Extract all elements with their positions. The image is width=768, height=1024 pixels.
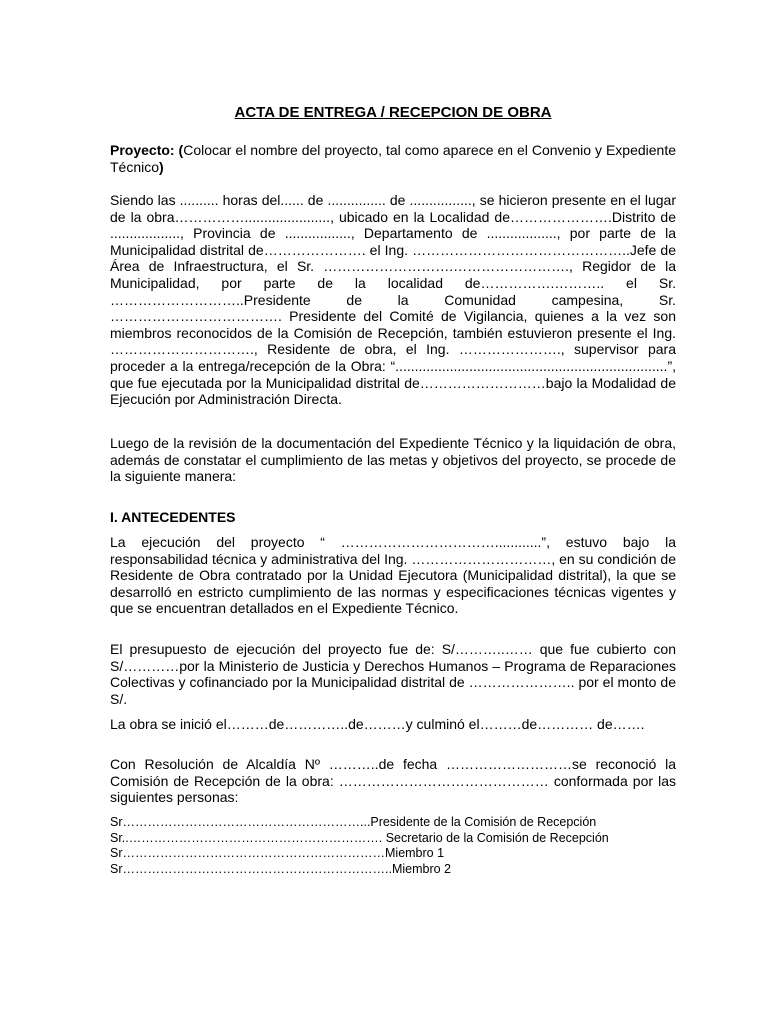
antecedentes-paragraph-1: La ejecución del proyecto “ ……………………………............”, estuvo bajo la responsabilidad técnica y administrativa del Ing. …………………………, en su condición de Residente de Obra contratado por la Unidad Ejecutora (Municipalidad distrital), la que se desarrolló en estricto cumplimiento de las normas y especificaciones técnicas vigentes y que se encuentran detallados en el Expediente Técnico. [110,534,676,617]
section-heading-antecedentes: I. ANTECEDENTES [110,509,236,525]
project-text: Colocar el nombre del proyecto, tal como aparece en el Convenio y Expediente Técnico [110,142,677,175]
project-close: ) [159,158,164,175]
antecedentes-paragraph-4: Con Resolución de Alcaldía Nº ………..de fecha ………………………se reconoció la Comisión de Recepción de la obra: ……………………………………… conformada por las siguientes personas: [110,756,676,806]
signature-line: Sr………………………………………………………Miembro 1 [110,846,445,860]
project-paragraph [110,142,676,175]
signature-line: Sr..……………………………………………………. Secretario de la Comisión de Recepción [110,831,609,845]
intro-paragraph: Siendo las .......... horas del...... de ............... de ................, se hicieron presente en el lugar de la obra……………......................, ubicado en la Localidad de………………….Distrito de .................., Provincia de ................., Departamento de .................., por parte de la Municipalidad distrital de…………………. el Ing. ………………………………………..Jefe de Área de Infraestructura, el Sr. ……………………….……………………., Regidor de la Municipalidad, por parte de la localidad de…………….……….. el Sr. ………………………..Presidente de la Comunidad campesina, Sr. ………………………………. Presidente del Comité de Vigilancia, quienes a la vez son miembros reconocidos de la Comisión de Recepción, también estuvieron presente el Ing. …………………………., Residente de obra, el Ing. …………………., supervisor para proceder a la entrega/recepción de la Obra: “......................................................................”, que fue ejecutada por la Municipalidad distrital de………………………bajo la Modalidad de Ejecución por Administración Directa. [110,192,676,408]
antecedentes-paragraph-3: La obra se inició el………de…………..de………y culminó el………de………… de……. [110,716,645,732]
review-paragraph: Luego de la revisión de la documentación del Expediente Técnico y la liquidación de obra, además de constatar el cumplimiento de las metas y objetivos del proyecto, se procede de la siguiente manera: [110,435,676,485]
antecedentes-paragraph-2: El presupuesto de ejecución del proyecto fue de: S/………..…… que fue cubierto con S/…………por la Ministerio de Justicia y Derechos Humanos – Programa de Reparaciones Colectivas y cofinanciado por la Municipalidad distrital de ………………….. por el monto de S/. [110,641,676,707]
signature-line: Sr………………………………………………………..Miembro 2 [110,862,451,876]
document-title: ACTA DE ENTREGA / RECEPCION DE OBRA [234,104,552,121]
signature-line: Sr…………………………………………………...Presidente de la Comisión de Recepción [110,815,597,829]
project-label: Proyecto: ( [110,142,184,158]
